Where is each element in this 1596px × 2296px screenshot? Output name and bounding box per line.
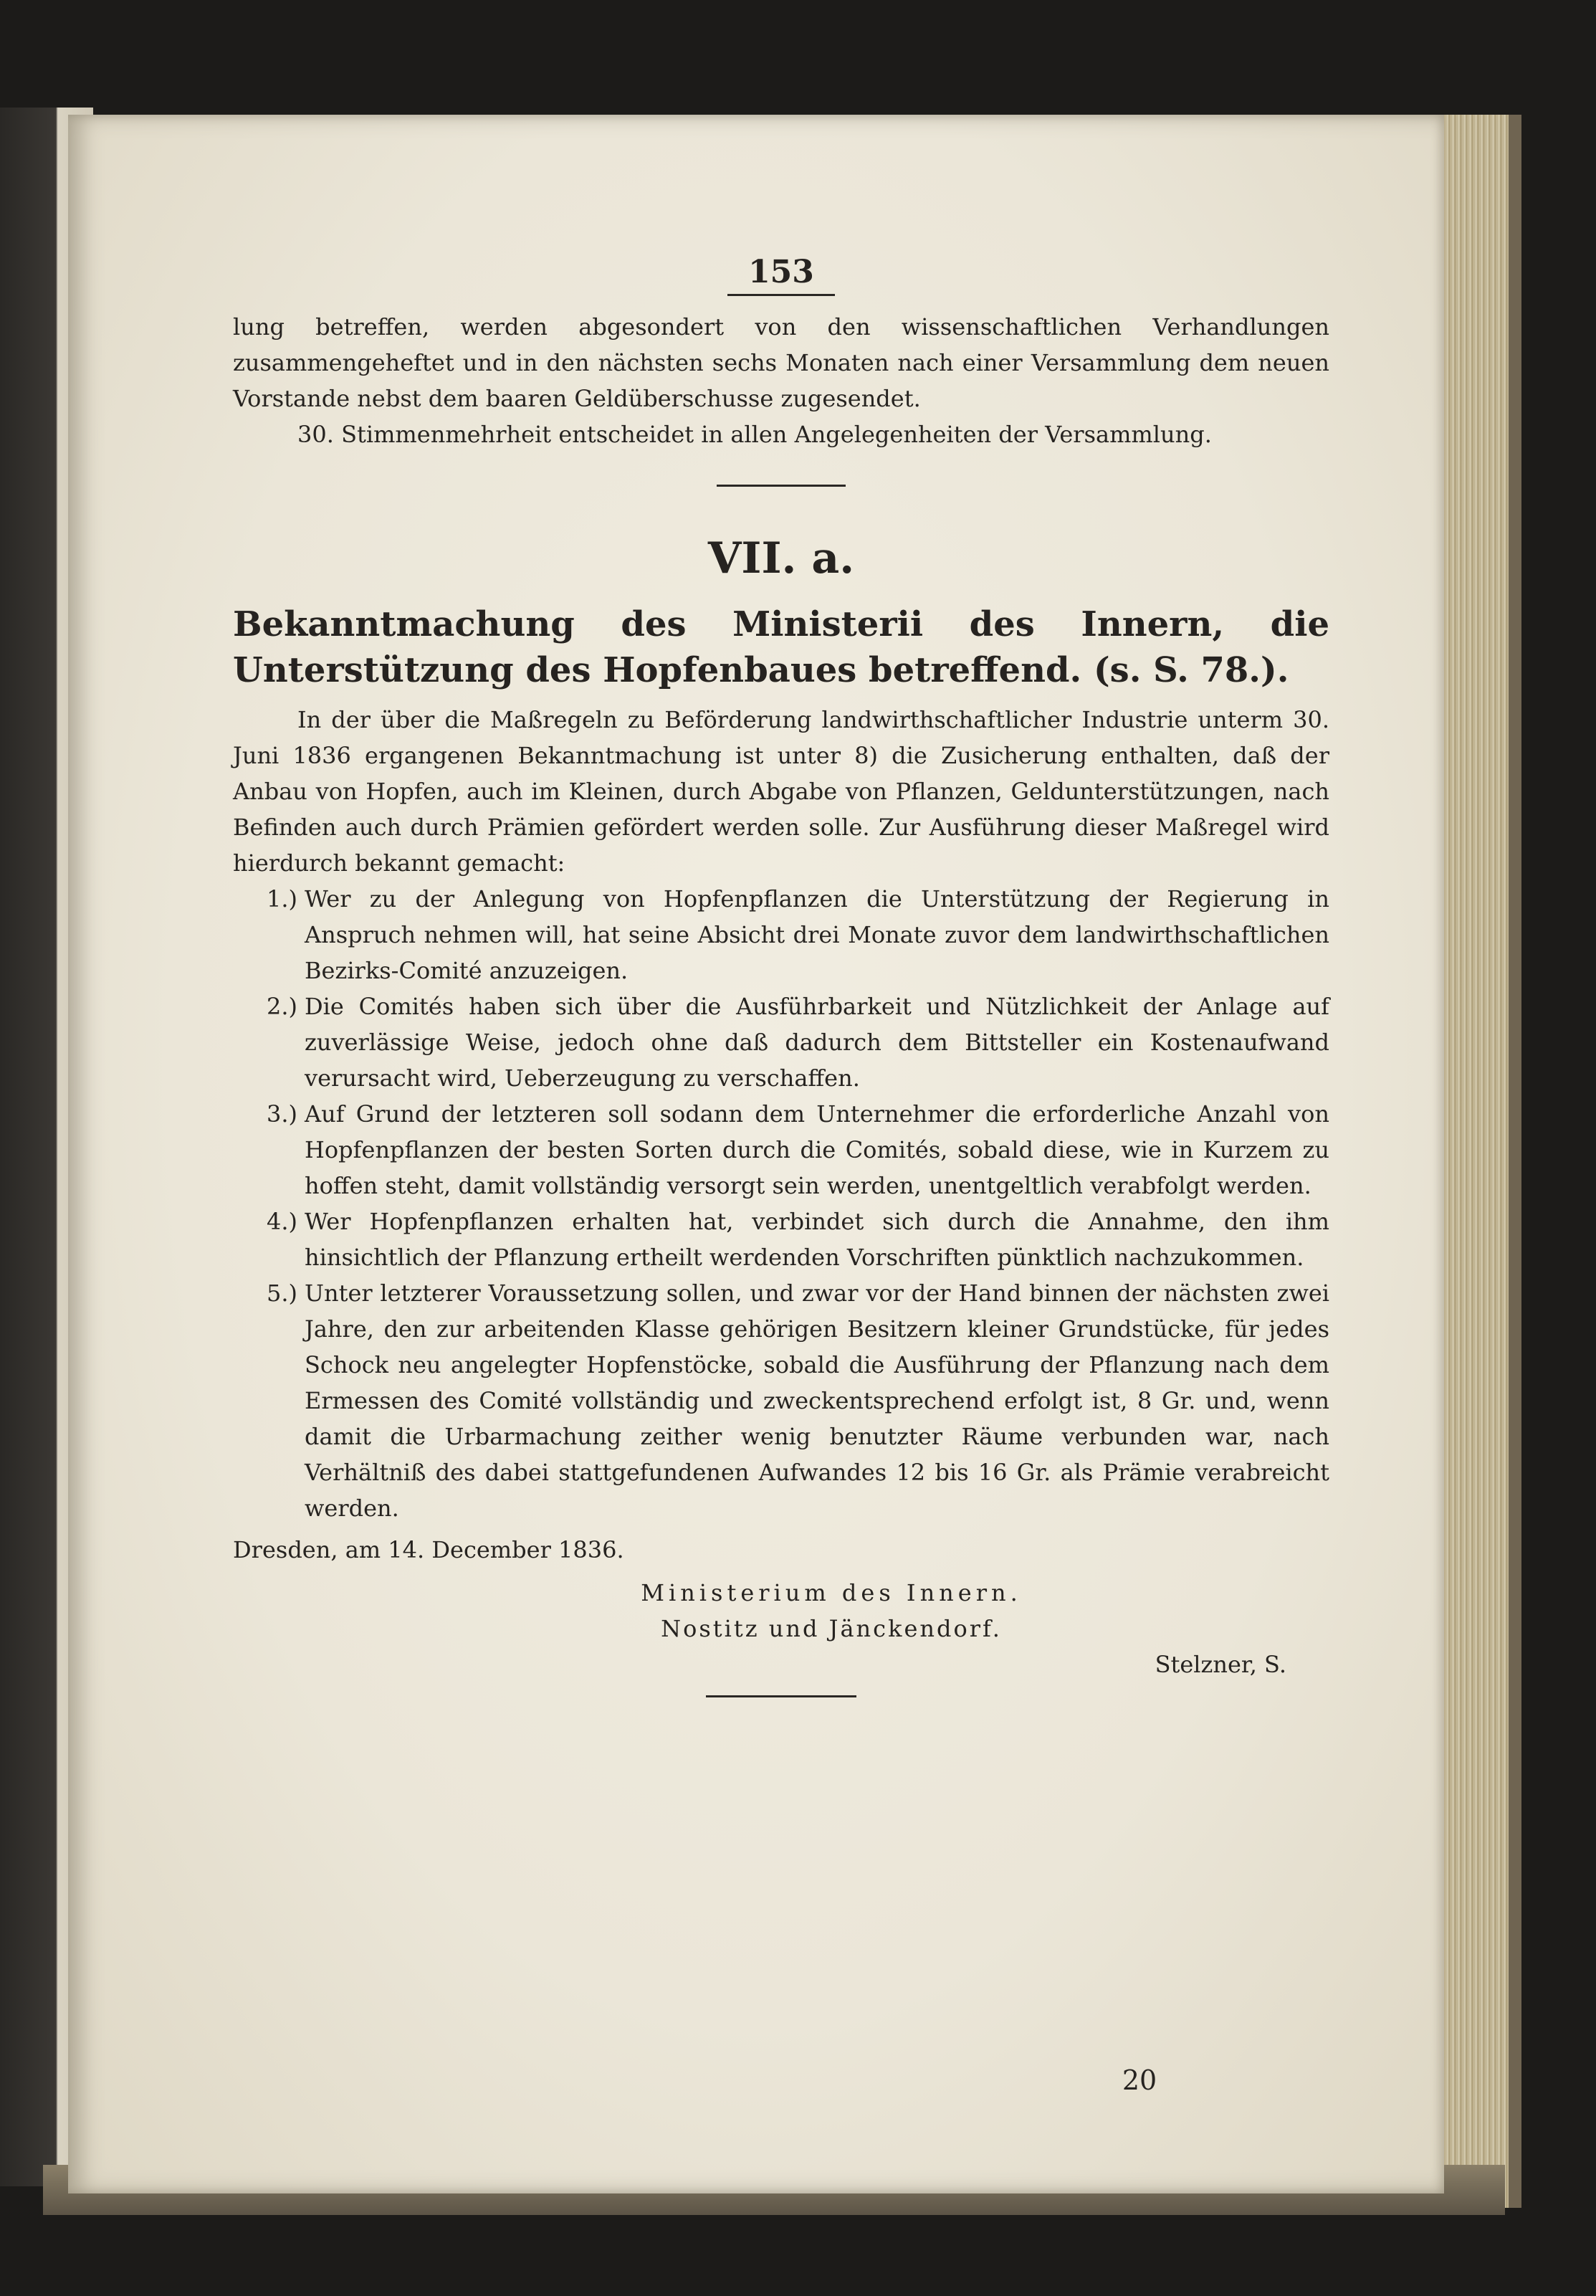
list-item-number: 4.) (266, 1208, 297, 1235)
list-item-text: Auf Grund der letzteren soll sodann dem Unternehmer die erforderliche Anzahl von Hopfenpflanzen der besten Sorten durch die Comités, sobald diese, wie in Kurzem zu hoffen steht, damit vollständig versorgt sein werden, unentgeltlich verabfolgt werden. (305, 1100, 1329, 1199)
page-number-rule (727, 294, 835, 296)
page-content (233, 251, 1329, 1697)
list-item-text: Wer zu der Anlegung von Hopfenpflanzen die Unterstützung der Regierung in Anspruch nehmen will, hat seine Absicht drei Monate zuvor dem landwirthschaftlichen Bezirks-Comité anzuzeigen. (305, 885, 1329, 984)
list-item-number: 2.) (266, 993, 297, 1020)
list-item-number: 1.) (266, 885, 297, 913)
list-item (233, 1096, 1329, 1204)
article-30: 30. Stimmenmehrheit entscheidet in allen Angelegenheiten der Versammlung. (297, 421, 1212, 448)
date-line: Dresden, am 14. December 1836. (233, 1536, 624, 1563)
list-item-text: Die Comités haben sich über die Ausführbarkeit und Nützlichkeit der Anlage auf zuverlässige Weise, jedoch ohne daß dadurch dem Bittsteller ein Kostenaufwand verursacht wird, Ueberzeugung zu verschaffen. (305, 993, 1329, 1092)
list-item-number: 5.) (266, 1280, 297, 1307)
signature-secretary: Stelzner, S. (1155, 1651, 1286, 1678)
end-rule (706, 1695, 856, 1697)
list-item (233, 1204, 1329, 1275)
list-item (233, 1275, 1329, 1526)
signature-names: Nostitz und Jänckendorf. (661, 1615, 1002, 1642)
signature-ministry: Ministerium des Innern. (641, 1579, 1022, 1606)
list-item (233, 881, 1329, 989)
list-item-text: Unter letzterer Voraussetzung sollen, und zwar vor der Hand binnen der nächsten zwei Jahre, den zur arbeitenden Klasse gehörigen Besitzern kleiner Grundstücke, für jedes Schock neu angelegter Hopfenstöcke, sobald die Ausführung der Pflanzung nach dem Ermessen des Comité vollständig und zweckentsprechend erfolgt ist, 8 Gr. und, wenn damit die Urbarmachung zeither wenig benutzter Räume verbunden war, nach Verhältniß des dabei stattgefundenen Aufwandes 12 bis 16 Gr. als Prämie verabreicht werden. (305, 1280, 1329, 1522)
list-item-number: 3.) (266, 1100, 297, 1128)
list-item (233, 989, 1329, 1096)
section-number: VII. a. (707, 533, 855, 583)
section-title: Bekanntmachung des Ministerii des Innern, die Unterstützung des Hopfenbaues betreffend. (s. S. 78.). (233, 604, 1329, 690)
section-divider (717, 485, 846, 487)
body-paragraph: In der über die Maßregeln zu Beförderung landwirthschaftlicher Industrie unterm 30. Juni 1836 ergangenen Bekanntmachung ist unter 8) die Zusicherung enthalten, daß der Anbau von Hopfen, auch im Kleinen, durch Abgabe von Pflanzen, Geldunterstützungen, nach Befinden auch durch Prämien gefördert werden solle. Zur Ausführung dieser Maßregel wird hierdurch bekannt gemacht: (233, 706, 1329, 877)
sheet-number: 20 (1122, 2064, 1157, 2096)
page-number: 153 (748, 254, 814, 290)
book-page (68, 115, 1444, 2193)
list-item-text: Wer Hopfenpflanzen erhalten hat, verbindet sich durch die Annahme, den ihm hinsichtlich der Pflanzung ertheilt werdenden Vorschriften pünktlich nachzukommen. (305, 1208, 1329, 1271)
intro-paragraph: lung betreffen, werden abgesondert von den wissenschaftlichen Verhandlungen zusammengeheftet und in den nächsten sechs Monaten nach einer Versammlung dem neuen Vorstande nebst dem baaren Geldüberschusse zugesendet. (233, 313, 1329, 412)
